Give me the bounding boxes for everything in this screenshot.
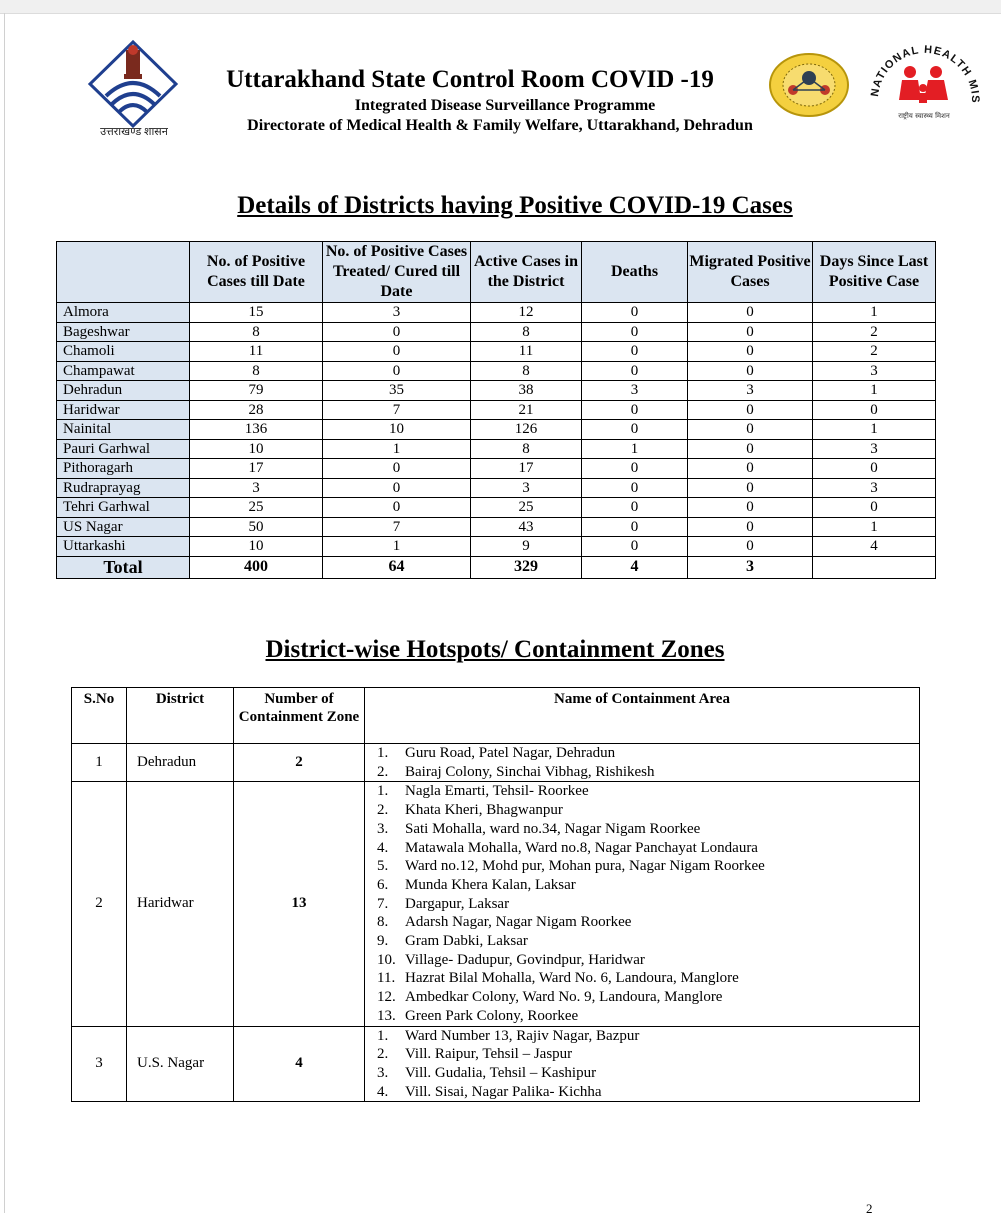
table-cell: 15 (190, 303, 323, 323)
table-cell: 25 (190, 498, 323, 518)
table-cell: 0 (688, 517, 813, 537)
list-item: 11. Hazrat Bilal Mohalla, Ward No. 6, Landoura, Manglore (377, 970, 739, 987)
table-cell: 0 (688, 478, 813, 498)
table-cell: 43 (471, 517, 582, 537)
total-label: Total (57, 556, 190, 578)
page-edge (4, 13, 5, 1213)
table-cell: 3 (688, 381, 813, 401)
district-name: Dehradun (57, 381, 190, 401)
table-cell: 0 (688, 420, 813, 440)
table-cell: 10 (190, 537, 323, 557)
list-item: 9. Gram Dabki, Laksar (377, 933, 528, 950)
table-row (72, 782, 920, 1026)
table-cell: 3 (582, 381, 688, 401)
table-cell: 0 (582, 342, 688, 362)
district-name: Uttarkashi (57, 537, 190, 557)
column-header: No. of Positive Cases Treated/ Cured till Date (323, 242, 471, 303)
list-item: 4. Vill. Sisai, Nagar Palika- Kichha (377, 1083, 602, 1100)
table-cell: 0 (688, 342, 813, 362)
table-cell: 3 (813, 361, 936, 381)
table-cell: 0 (688, 459, 813, 479)
table-cell: 0 (323, 459, 471, 479)
table-cell: 0 (323, 498, 471, 518)
table-row (57, 420, 936, 440)
list-item: 3. Vill. Gudalia, Tehsil – Kashipur (377, 1064, 597, 1081)
table-cell: 0 (582, 400, 688, 420)
table-cell: 0 (688, 537, 813, 557)
containment-area-list (365, 1026, 920, 1102)
table-cell: 0 (813, 400, 936, 420)
total-cell: 64 (323, 556, 471, 578)
list-item: 4. Matawala Mohalla, Ward no.8, Nagar Panchayat Londaura (377, 839, 758, 856)
table-cell: 1 (323, 537, 471, 557)
nhm-logo-text: NATIONAL HEALTH MIS (868, 43, 982, 104)
table-cell: 0 (582, 361, 688, 381)
table-cell: 0 (688, 498, 813, 518)
column-header: Active Cases in the District (471, 242, 582, 303)
table-row (57, 517, 936, 537)
table-row (57, 400, 936, 420)
containment-section-title: District-wise Hotspots/ Containment Zones (265, 636, 725, 663)
district-name: Nainital (57, 420, 190, 440)
district-cases-table (56, 241, 936, 579)
district-name: Bageshwar (57, 322, 190, 342)
table-cell: 38 (471, 381, 582, 401)
table-row (57, 322, 936, 342)
table-cell: 0 (813, 498, 936, 518)
table-cell: 17 (471, 459, 582, 479)
nhm-logo-subtext: राष्ट्रीय स्वास्थ्य मिशन (898, 112, 950, 120)
column-header: Number of Containment Zone (234, 688, 365, 744)
table-cell: 2 (813, 322, 936, 342)
table-cell: 0 (582, 459, 688, 479)
table-header-row (72, 688, 920, 744)
table-cell: 12 (471, 303, 582, 323)
list-item: 1. Nagla Emarti, Tehsil- Roorkee (377, 783, 589, 800)
table-cell: 11 (190, 342, 323, 362)
table-cell: 1 (813, 517, 936, 537)
total-cell: 3 (688, 556, 813, 578)
document-title: Uttarakhand State Control Room COVID -19 (226, 66, 714, 93)
table-cell: 0 (688, 361, 813, 381)
table-cell: 8 (190, 361, 323, 381)
table-cell: 0 (323, 342, 471, 362)
table-cell: 0 (688, 303, 813, 323)
column-header: District (127, 688, 234, 744)
serial-number: 3 (72, 1026, 127, 1102)
district-name: Haridwar (127, 782, 234, 1026)
zone-count: 2 (234, 744, 365, 782)
table-cell: 17 (190, 459, 323, 479)
list-item: 7. Dargapur, Laksar (377, 895, 510, 912)
table-cell: 0 (688, 322, 813, 342)
table-row (57, 303, 936, 323)
districts-section-title: Details of Districts having Positive COVID-19 Cases (237, 192, 793, 219)
list-item: 2. Bairaj Colony, Sinchai Vibhag, Rishikesh (377, 763, 655, 780)
table-cell: 0 (323, 322, 471, 342)
directorate-line: Directorate of Medical Health & Family Welfare, Uttarakhand, Dehradun (247, 117, 753, 134)
district-name: U.S. Nagar (127, 1026, 234, 1102)
column-header: Name of Containment Area (365, 688, 920, 744)
list-item: 10. Village- Dadupur, Govindpur, Haridwar (377, 951, 645, 968)
table-cell: 1 (813, 303, 936, 323)
table-cell: 1 (813, 381, 936, 401)
district-name: Rudraprayag (57, 478, 190, 498)
uttarakhand-govt-logo (86, 38, 180, 138)
table-cell: 35 (323, 381, 471, 401)
table-cell: 0 (582, 498, 688, 518)
table-cell: 0 (813, 459, 936, 479)
column-header: S.No (72, 688, 127, 744)
table-cell: 0 (323, 361, 471, 381)
table-cell: 0 (582, 322, 688, 342)
table-cell: 126 (471, 420, 582, 440)
viewer-top-bar (0, 0, 1001, 14)
column-header: No. of Positive Cases till Date (190, 242, 323, 303)
table-cell: 136 (190, 420, 323, 440)
table-cell: 8 (471, 322, 582, 342)
table-cell: 11 (471, 342, 582, 362)
nhm-logo (858, 38, 982, 124)
table-cell: 25 (471, 498, 582, 518)
table-row (57, 478, 936, 498)
list-item: 6. Munda Khera Kalan, Laksar (377, 876, 576, 893)
list-item: 2. Khata Kheri, Bhagwanpur (377, 802, 563, 819)
serial-number: 2 (72, 782, 127, 1026)
table-cell: 1 (813, 420, 936, 440)
serial-number: 1 (72, 744, 127, 782)
containment-area-list (365, 782, 920, 1026)
list-item: 2. Vill. Raipur, Tehsil – Jaspur (377, 1046, 573, 1063)
table-cell: 0 (582, 420, 688, 440)
table-cell: 0 (582, 537, 688, 557)
total-cell (813, 556, 936, 578)
page-number: 2 (866, 1201, 873, 1216)
table-row (57, 459, 936, 479)
district-name: Haridwar (57, 400, 190, 420)
table-cell: 1 (323, 439, 471, 459)
idsp-logo (768, 52, 850, 118)
table-cell: 3 (813, 478, 936, 498)
table-cell: 7 (323, 517, 471, 537)
total-cell: 400 (190, 556, 323, 578)
table-cell: 7 (323, 400, 471, 420)
total-row (57, 556, 936, 578)
containment-zones-table (71, 687, 920, 1102)
table-cell: 0 (688, 400, 813, 420)
table-row (72, 1026, 920, 1102)
table-cell: 9 (471, 537, 582, 557)
total-cell: 329 (471, 556, 582, 578)
list-item: 12. Ambedkar Colony, Ward No. 9, Landoura, Manglore (377, 989, 723, 1006)
district-name: Tehri Garhwal (57, 498, 190, 518)
list-item: 1. Guru Road, Patel Nagar, Dehradun (377, 745, 616, 761)
table-cell: 28 (190, 400, 323, 420)
column-header: Migrated Positive Cases (688, 242, 813, 303)
table-cell: 0 (582, 478, 688, 498)
table-header-row (57, 242, 936, 303)
zone-count: 13 (234, 782, 365, 1026)
containment-area-list (365, 744, 920, 782)
table-cell: 0 (582, 517, 688, 537)
table-cell: 21 (471, 400, 582, 420)
table-row (72, 744, 920, 782)
column-header (57, 242, 190, 303)
table-cell: 1 (582, 439, 688, 459)
table-row (57, 537, 936, 557)
table-cell: 0 (323, 478, 471, 498)
table-cell: 3 (323, 303, 471, 323)
list-item: 13. Green Park Colony, Roorkee (377, 1007, 579, 1024)
list-item: 3. Sati Mohalla, ward no.34, Nagar Nigam Roorkee (377, 820, 701, 837)
district-name: Chamoli (57, 342, 190, 362)
programme-subtitle: Integrated Disease Surveillance Programme (354, 97, 656, 114)
table-cell: 8 (471, 439, 582, 459)
table-cell: 10 (323, 420, 471, 440)
table-cell: 0 (582, 303, 688, 323)
table-cell: 4 (813, 537, 936, 557)
table-cell: 8 (471, 361, 582, 381)
table-cell: 50 (190, 517, 323, 537)
table-cell: 10 (190, 439, 323, 459)
list-item: 5. Ward no.12, Mohd pur, Mohan pura, Nagar Nigam Roorkee (377, 858, 765, 875)
table-row (57, 361, 936, 381)
district-name: Dehradun (127, 744, 234, 782)
list-item: 8. Adarsh Nagar, Nagar Nigam Roorkee (377, 914, 632, 931)
district-name: US Nagar (57, 517, 190, 537)
zone-count: 4 (234, 1026, 365, 1102)
table-cell: 2 (813, 342, 936, 362)
table-row (57, 439, 936, 459)
column-header: Deaths (582, 242, 688, 303)
table-cell: 0 (688, 439, 813, 459)
list-item: 1. Ward Number 13, Rajiv Nagar, Bazpur (377, 1027, 640, 1044)
column-header: Days Since Last Positive Case (813, 242, 936, 303)
table-cell: 79 (190, 381, 323, 401)
left-logo-caption: उत्तराखण्ड शासन (100, 126, 168, 138)
district-name: Pauri Garhwal (57, 439, 190, 459)
district-name: Almora (57, 303, 190, 323)
total-cell: 4 (582, 556, 688, 578)
district-name: Pithoragarh (57, 459, 190, 479)
table-cell: 3 (813, 439, 936, 459)
table-cell: 8 (190, 322, 323, 342)
table-cell: 3 (190, 478, 323, 498)
table-row (57, 381, 936, 401)
table-row (57, 498, 936, 518)
table-row (57, 342, 936, 362)
district-name: Champawat (57, 361, 190, 381)
table-cell: 3 (471, 478, 582, 498)
